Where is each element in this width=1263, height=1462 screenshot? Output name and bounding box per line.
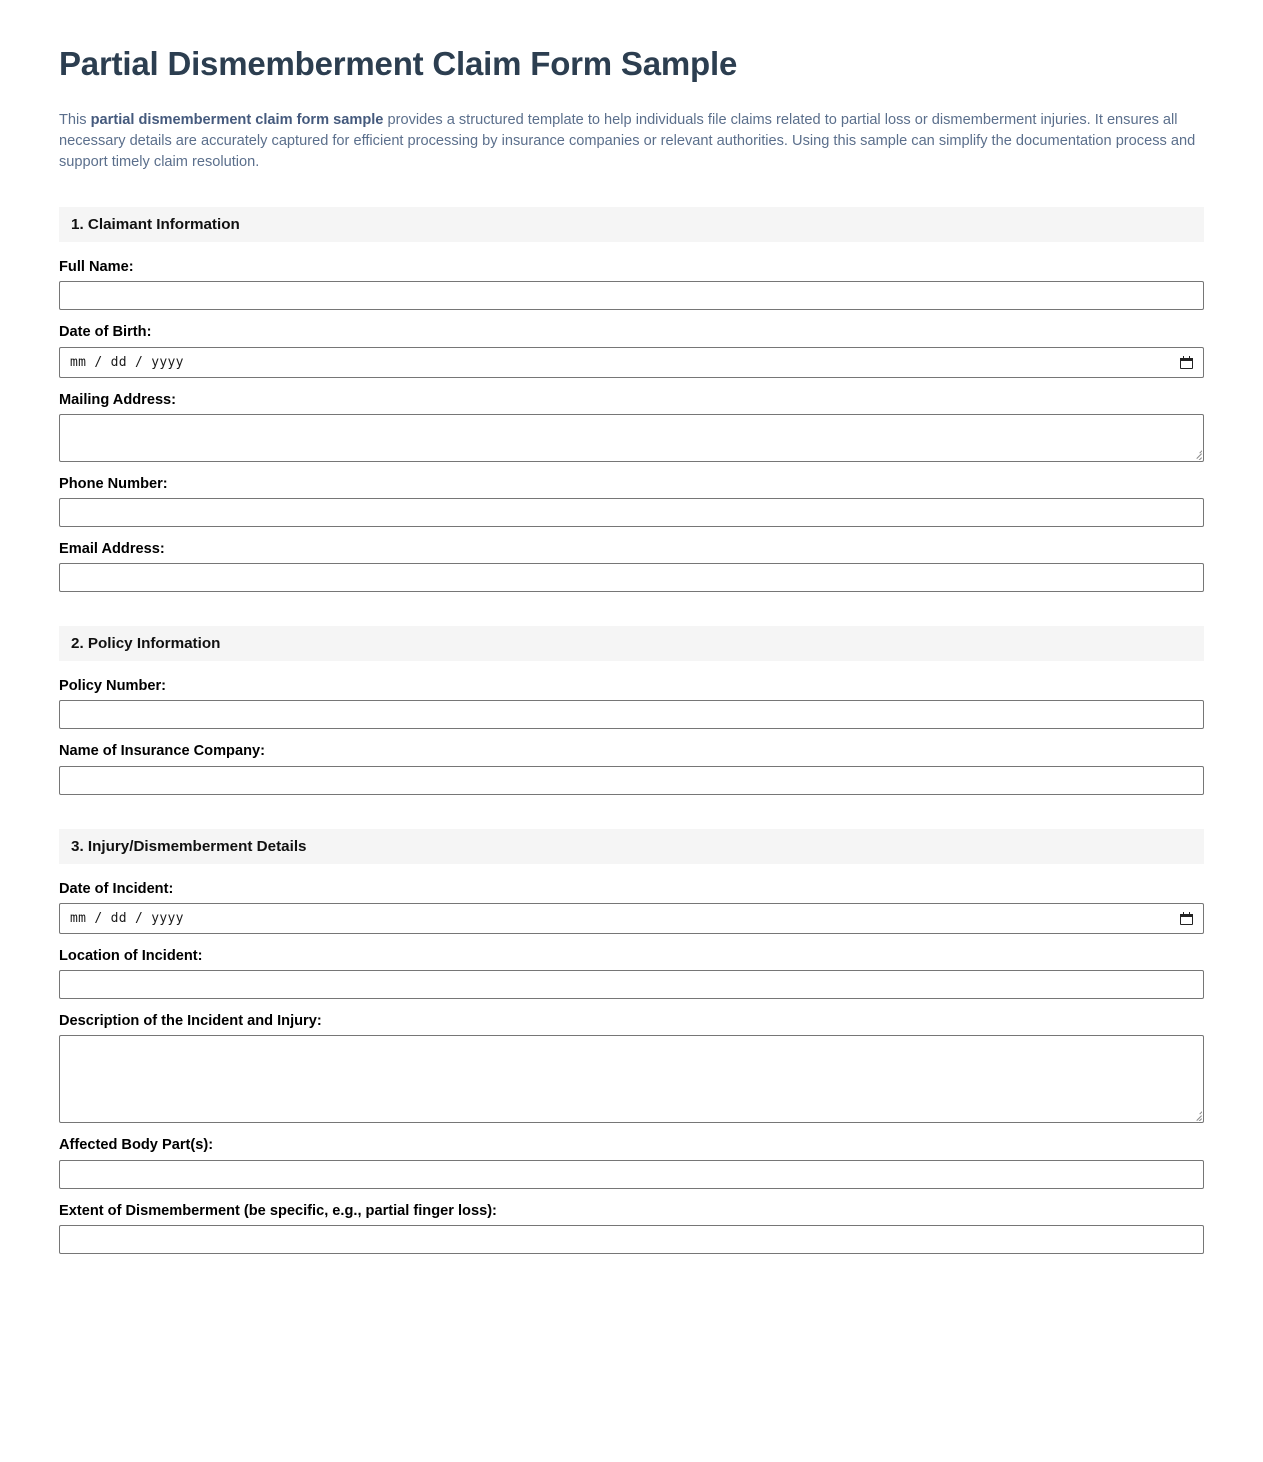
form-sections: [59, 207, 1204, 1254]
form-field: [59, 880, 1204, 934]
textarea-input[interactable]: [59, 1035, 1204, 1123]
field-label: Email Address:: [59, 541, 165, 557]
section-heading: 3. Injury/Dismemberment Details: [59, 829, 1204, 864]
page-title: Partial Dismemberment Claim Form Sample: [59, 45, 738, 82]
form-field: [59, 742, 1204, 794]
section-heading: 1. Claimant Information: [59, 207, 1204, 242]
form-section: [59, 829, 1204, 1254]
form-section: [59, 626, 1204, 794]
form-field: [59, 1136, 1204, 1188]
field-label: Description of the Incident and Injury:: [59, 1013, 322, 1030]
textarea-wrapper: [59, 414, 1204, 462]
form-field: [59, 1202, 1204, 1254]
textarea-input[interactable]: [59, 414, 1204, 462]
intro-text-bold: partial dismemberment claim form sample: [90, 111, 384, 128]
field-label: Full Name:: [59, 259, 134, 276]
form-field: [59, 391, 1204, 462]
field-label: Affected Body Part(s):: [59, 1137, 214, 1154]
field-label: Date of Incident:: [59, 880, 174, 897]
section-heading: 2. Policy Information: [59, 626, 1204, 661]
form-field: [59, 947, 1204, 999]
form-field: [59, 540, 1204, 592]
text-input[interactable]: [59, 563, 1204, 592]
form-field: [59, 677, 1204, 729]
form-field: [59, 323, 1204, 377]
date-input[interactable]: [59, 347, 1204, 378]
calendar-icon[interactable]: [1180, 912, 1193, 925]
date-input[interactable]: [59, 903, 1204, 934]
text-input[interactable]: [59, 1160, 1204, 1189]
field-label: Name of Insurance Company:: [59, 743, 265, 760]
textarea-wrapper: [59, 1035, 1204, 1123]
intro-text-before: This: [59, 111, 91, 128]
intro-text-after: provides a structured template to help individuals file claims related to partial loss or dismemberment injuries. It ensures all necessary details are accurately captured for efficient processing by insurance companies or relevant authorities. Using this sample can simplify the documentation process and support timely claim resolution.: [59, 111, 1196, 170]
text-input[interactable]: [59, 1225, 1204, 1254]
calendar-icon[interactable]: [1180, 356, 1193, 369]
date-placeholder: mm / dd / yyyy: [70, 354, 184, 370]
text-input[interactable]: [59, 766, 1204, 795]
text-input[interactable]: [59, 970, 1204, 999]
form-field: [59, 258, 1204, 310]
text-input[interactable]: [59, 498, 1204, 527]
field-label: Date of Birth:: [59, 324, 152, 341]
field-label: Extent of Dismemberment (be specific, e.g., partial finger loss):: [59, 1202, 497, 1219]
field-label: Mailing Address:: [59, 391, 177, 408]
date-placeholder: mm / dd / yyyy: [70, 910, 184, 926]
field-label: Phone Number:: [59, 475, 168, 492]
field-label: Location of Incident:: [59, 947, 203, 964]
form-field: [59, 1012, 1204, 1123]
form-section: [59, 207, 1204, 592]
intro-paragraph: [59, 110, 1204, 173]
form-field: [59, 475, 1204, 527]
text-input[interactable]: [59, 700, 1204, 729]
field-label: Policy Number:: [59, 678, 167, 695]
text-input[interactable]: [59, 281, 1204, 310]
